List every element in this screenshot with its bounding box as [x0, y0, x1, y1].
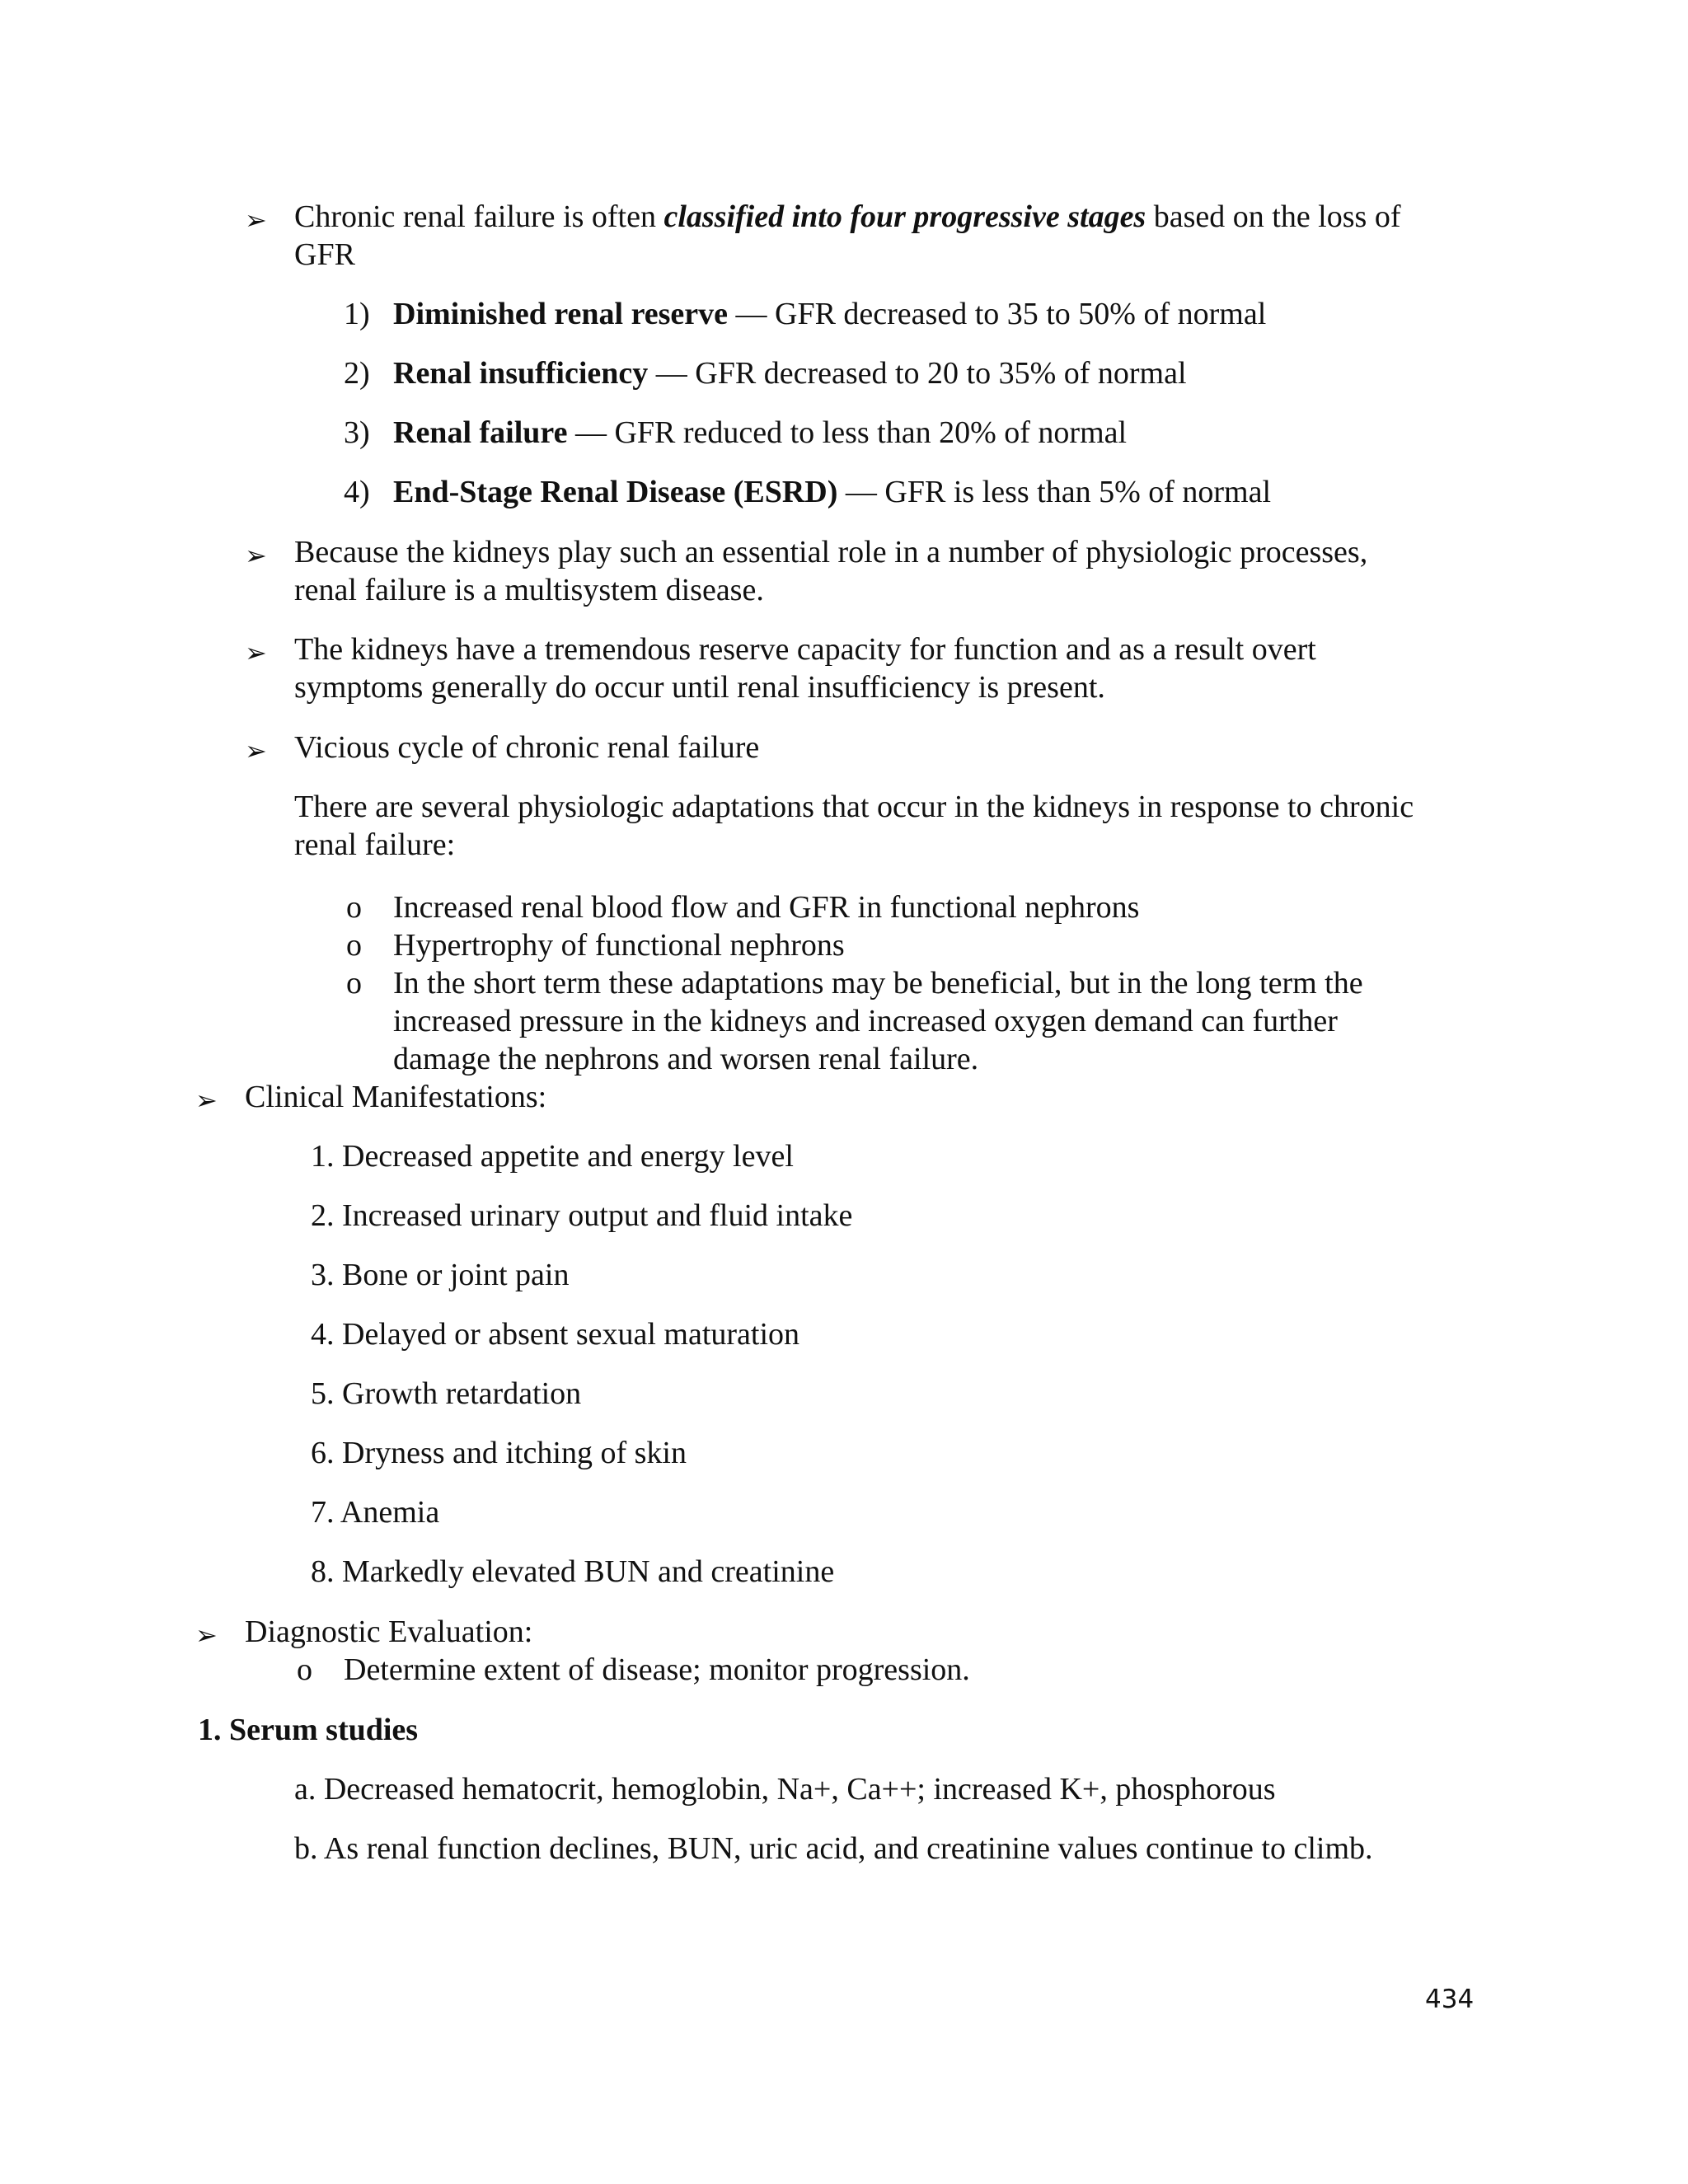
reserve-line1: The kidneys have a tremendous reserve capacity for function and as a result overt: [294, 632, 1316, 667]
reserve-line2: symptoms generally do occur until renal insufficiency is present.: [294, 670, 1105, 705]
adaptation-item: In the short term these adaptations may be beneficial, but in the long term the: [393, 966, 1363, 1001]
stages-bullet-line2: GFR: [294, 237, 355, 272]
clinical-item: 7. Anemia: [311, 1495, 440, 1530]
multisystem-line2: renal failure is a multisystem disease.: [294, 573, 764, 607]
diagnostic-sub-item: Determine extent of disease; monitor progression.: [344, 1652, 970, 1687]
adaptation-item: Increased renal blood flow and GFR in functional nephrons: [393, 890, 1140, 925]
serum-item: b. As renal function declines, BUN, uric acid, and creatinine values continue to climb.: [294, 1831, 1373, 1866]
clinical-item: 8. Markedly elevated BUN and creatinine: [311, 1554, 835, 1589]
clinical-item: 2. Increased urinary output and fluid intake: [311, 1198, 853, 1233]
arrow-bullet-icon: ➢: [195, 1619, 218, 1651]
clinical-item: 3. Bone or joint pain: [311, 1258, 570, 1292]
adaptation-item: Hypertrophy of functional nephrons: [393, 928, 845, 963]
stages-emphasis: classified into four progressive stages: [663, 199, 1146, 234]
adaptation-item-cont: damage the nephrons and worsen renal failure.: [393, 1042, 979, 1076]
clinical-manifestations-heading: Clinical Manifestations:: [245, 1080, 547, 1114]
arrow-bullet-icon: ➢: [245, 204, 267, 236]
circle-bullet-icon: o: [346, 928, 362, 963]
arrow-bullet-icon: ➢: [245, 735, 267, 766]
circle-bullet-icon: o: [297, 1652, 312, 1687]
stage-item: 2) Renal insufficiency — GFR decreased to 20 to 35% of normal: [344, 356, 1187, 391]
vicious-cycle-heading: Vicious cycle of chronic renal failure: [294, 730, 760, 765]
stage-item: 3) Renal failure — GFR reduced to less than 20% of normal: [344, 415, 1128, 450]
arrow-bullet-icon: ➢: [245, 540, 267, 571]
circle-bullet-icon: o: [346, 966, 362, 1001]
page-number: 434: [1425, 1985, 1475, 2014]
stage-item: 4) End-Stage Renal Disease (ESRD) — GFR is less than 5% of normal: [344, 475, 1272, 509]
adaptations-intro-line2: renal failure:: [294, 827, 456, 862]
circle-bullet-icon: o: [346, 890, 362, 925]
adaptations-intro-line1: There are several physiologic adaptations that occur in the kidneys in response to chronic: [294, 790, 1414, 824]
serum-studies-heading: 1. Serum studies: [198, 1713, 419, 1747]
diagnostic-evaluation-heading: Diagnostic Evaluation:: [245, 1615, 533, 1649]
adaptation-item-cont: increased pressure in the kidneys and increased oxygen demand can further: [393, 1004, 1338, 1038]
clinical-item: 4. Delayed or absent sexual maturation: [311, 1317, 800, 1352]
clinical-item: 5. Growth retardation: [311, 1376, 582, 1411]
clinical-item: 1. Decreased appetite and energy level: [311, 1139, 794, 1174]
stages-bullet-line1: Chronic renal failure is often classified into four progressive stages based on the loss of: [294, 199, 1401, 234]
clinical-item: 6. Dryness and itching of skin: [311, 1436, 687, 1470]
stage-item: 1) Diminished renal reserve — GFR decreased to 35 to 50% of normal: [344, 297, 1267, 331]
arrow-bullet-icon: ➢: [245, 637, 267, 668]
arrow-bullet-icon: ➢: [195, 1085, 218, 1116]
serum-item: a. Decreased hematocrit, hemoglobin, Na+, Ca++; increased K+, phosphorous: [294, 1772, 1276, 1807]
multisystem-line1: Because the kidneys play such an essential role in a number of physiologic processes,: [294, 535, 1368, 569]
